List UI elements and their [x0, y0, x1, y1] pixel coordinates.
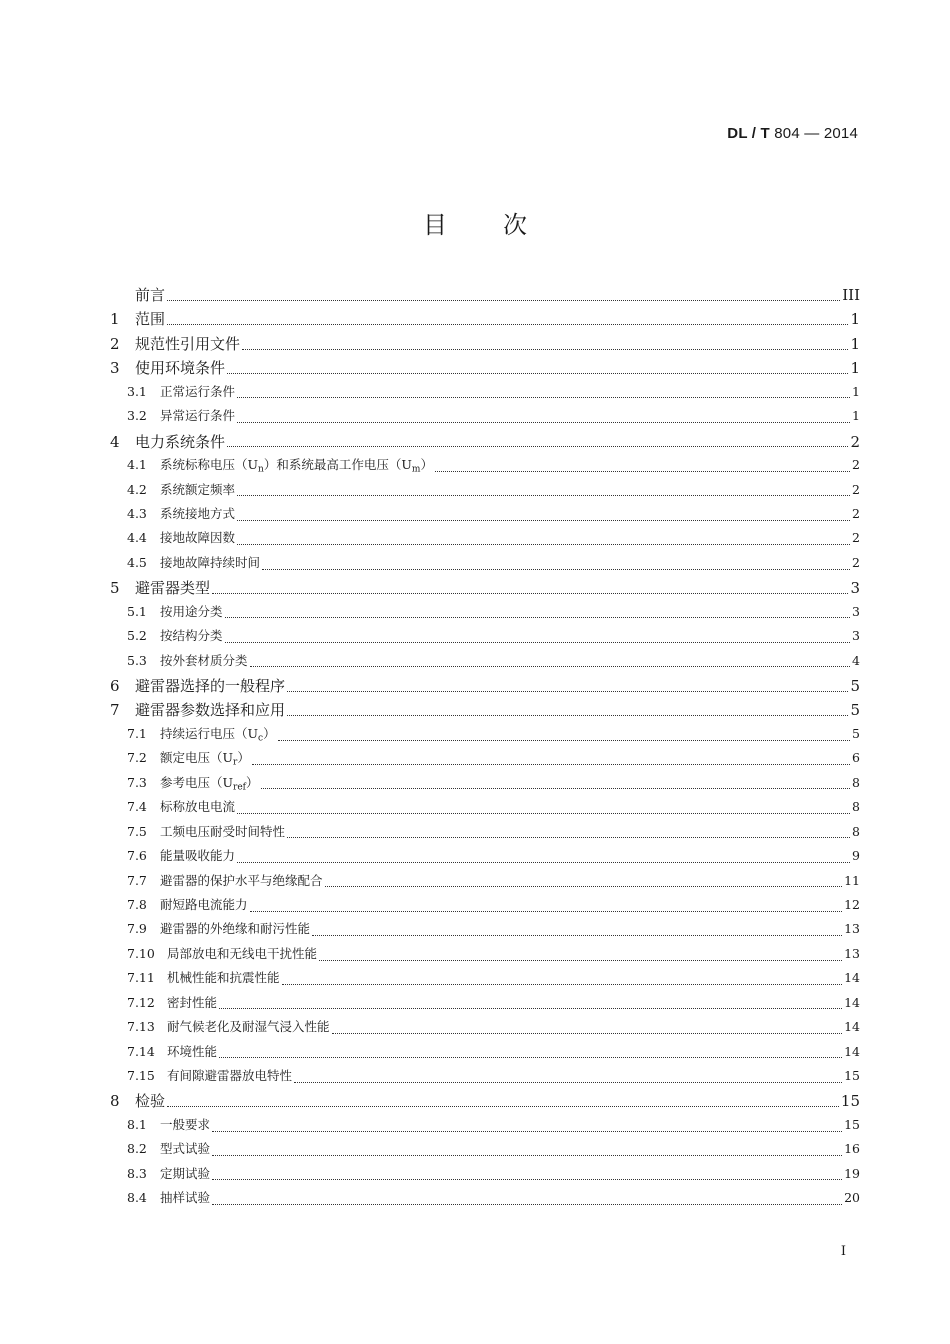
toc-entry-title: 避雷器的外绝缘和耐污性能	[160, 921, 311, 937]
toc-entry-number: 4	[110, 432, 120, 451]
standard-prefix: DL / T	[727, 125, 770, 142]
toc-entry[interactable]	[110, 1164, 860, 1188]
toc-entry-page: 19	[844, 1165, 860, 1181]
toc-entry-title: 按用途分类	[160, 603, 223, 619]
toc-entry-number: 4.2	[127, 481, 147, 497]
toc-entry-page: 16	[844, 1141, 860, 1157]
toc-entry-title: 密封性能	[167, 994, 218, 1010]
toc-entry-page: 8	[852, 774, 860, 790]
toc-entry-page: 1	[850, 359, 860, 378]
toc-entry-number: 7.1	[127, 725, 147, 741]
toc-entry[interactable]	[110, 822, 860, 846]
toc-leader-dots	[219, 1008, 842, 1009]
toc-entry-number: 3.1	[127, 383, 147, 399]
toc-entry-title: 一般要求	[160, 1116, 211, 1132]
toc-entry-title: 范围	[135, 310, 166, 329]
toc-entry-title: 电力系统条件	[135, 432, 226, 451]
toc-entry-title: 避雷器选择的一般程序	[135, 677, 286, 695]
toc-entry-title: 抽样试验	[160, 1190, 211, 1206]
toc-entry-page: 1	[850, 310, 860, 329]
toc-entry-title: 避雷器的保护水平与绝缘配合	[160, 872, 323, 888]
toc-entry-number: 8.1	[127, 1116, 147, 1132]
toc-leader-dots	[227, 446, 848, 447]
toc-leader-dots	[282, 984, 843, 985]
toc-entry-title: 定期试验	[160, 1165, 211, 1181]
toc-entry[interactable]	[110, 797, 860, 821]
toc-entry-number: 4.1	[127, 457, 147, 473]
toc-entry-title: 额定电压$(U_r)$	[160, 750, 250, 768]
toc-entry-title: 规范性引用文件	[135, 334, 241, 353]
toc-entry-number: 7.12	[127, 994, 155, 1010]
toc-entry[interactable]	[110, 699, 860, 723]
toc-entry-page: 5	[850, 677, 860, 695]
toc-entry-title: 能量吸收能力	[160, 848, 236, 864]
toc-entry-page: 1	[850, 334, 860, 353]
toc-entry-page: 1	[852, 408, 860, 424]
toc-entry-number: 4.3	[127, 505, 147, 521]
toc-entry-title: 标称放电电流	[160, 799, 236, 815]
toc-entry-title: 耐气候老化及耐湿气浸入性能	[167, 1019, 330, 1035]
toc-entry[interactable]	[110, 1066, 860, 1090]
toc-entry-page: 3	[852, 603, 860, 619]
toc-entry-number: 7.15	[127, 1068, 155, 1083]
toc-leader-dots	[250, 911, 843, 912]
toc-entry-page: 20	[844, 1190, 860, 1206]
toc-entry-page: 2	[850, 432, 860, 451]
toc-entry[interactable]	[110, 626, 860, 650]
toc-leader-dots	[435, 471, 850, 472]
toc-entry-page: 6	[852, 750, 860, 766]
toc-leader-dots	[212, 1179, 842, 1180]
toc-leader-dots	[319, 960, 842, 961]
toc-leader-dots	[225, 617, 851, 618]
toc-leader-dots	[252, 764, 850, 765]
toc-entry-number: 5.2	[127, 628, 147, 644]
toc-entry-number: 7.9	[127, 921, 147, 937]
toc-entry[interactable]	[110, 480, 860, 504]
toc-entry[interactable]	[110, 651, 860, 675]
toc-entry-number: 7.14	[127, 1043, 155, 1059]
toc-entry[interactable]	[110, 333, 860, 357]
toc-entry[interactable]	[110, 406, 860, 430]
toc-entry-page: 8	[852, 823, 860, 839]
toc-entry-page: III	[842, 286, 860, 304]
toc-entry[interactable]	[110, 504, 860, 528]
toc-leader-dots	[278, 740, 850, 741]
toc-entry[interactable]	[110, 748, 860, 772]
toc-entry[interactable]	[110, 675, 860, 699]
toc-entry-page: 1	[852, 383, 860, 399]
toc-entry-number: 8.4	[127, 1190, 147, 1206]
toc-entry-page: 3	[852, 628, 860, 644]
standard-code	[727, 125, 858, 142]
toc-entry-number: 4.4	[127, 530, 147, 546]
toc-leader-dots	[219, 1057, 842, 1058]
toc-entry[interactable]	[110, 1017, 860, 1041]
toc-entry-page: 13	[844, 945, 860, 961]
toc-entry-title: 正常运行条件	[160, 383, 236, 399]
toc-leader-dots	[262, 569, 850, 570]
toc-leader-dots	[287, 715, 848, 716]
toc-entry-number: 8	[110, 1092, 120, 1111]
toc-entry-title: 按结构分类	[160, 628, 223, 644]
toc-leader-dots	[167, 1106, 839, 1107]
toc-entry[interactable]	[110, 357, 860, 381]
toc-entry-number: 7.3	[127, 774, 147, 790]
toc-entry-page: 12	[844, 896, 860, 912]
toc-entry-number: 3.2	[127, 408, 147, 424]
toc-leader-dots	[225, 642, 851, 643]
toc-entry-number: 5.1	[127, 603, 147, 619]
toc-entry-page: 14	[844, 1043, 860, 1059]
toc-entry-page: 15	[844, 1068, 860, 1083]
table-of-contents	[110, 284, 860, 1213]
toc-entry-number: 7.4	[127, 799, 147, 815]
toc-entry[interactable]	[110, 577, 860, 601]
toc-entry-title: 避雷器类型	[135, 579, 211, 598]
toc-leader-dots	[237, 422, 850, 423]
toc-entry-page: 11	[844, 872, 860, 888]
toc-entry-number: 7.13	[127, 1019, 155, 1035]
toc-entry-number: 3	[110, 359, 120, 378]
toc-entry-page: 2	[852, 481, 860, 497]
toc-entry[interactable]	[110, 968, 860, 992]
toc-entry-title: 机械性能和抗震性能	[167, 970, 280, 986]
toc-entry-title: 按外套材质分类	[160, 652, 248, 668]
toc-entry[interactable]	[110, 1115, 860, 1139]
toc-entry-page: 15	[844, 1116, 860, 1132]
toc-entry-page: 13	[844, 921, 860, 937]
toc-entry-title: 接地故障持续时间	[160, 554, 261, 570]
toc-entry-number: 2	[110, 334, 120, 353]
toc-entry-page: 9	[852, 848, 860, 864]
toc-entry-title: 系统标称电压$(U_n)$和系统最高工作电压$(U_m)$	[160, 457, 433, 475]
toc-entry-number: 8.3	[127, 1165, 147, 1181]
toc-entry-number: 8.2	[127, 1141, 147, 1157]
toc-entry-number: 7.10	[127, 945, 155, 961]
toc-leader-dots	[237, 520, 850, 521]
toc-entry[interactable]	[110, 871, 860, 895]
toc-entry-number: 5.3	[127, 652, 147, 668]
toc-leader-dots	[167, 300, 840, 301]
toc-entry-page: 2	[852, 554, 860, 570]
toc-entry-page: 14	[844, 1019, 860, 1035]
toc-entry-page: 5	[852, 725, 860, 741]
toc-entry-number: 7.11	[127, 970, 155, 986]
toc-entry-number: 7	[110, 701, 120, 720]
toc-leader-dots	[325, 886, 843, 887]
toc-entry-number: 7.6	[127, 848, 147, 864]
toc-entry-page: 14	[844, 970, 860, 986]
toc-leader-dots	[227, 373, 848, 374]
toc-entry-title: 接地故障因数	[160, 530, 236, 546]
toc-leader-dots	[237, 862, 850, 863]
toc-entry[interactable]	[110, 1042, 860, 1066]
toc-entry-title: 前言	[135, 286, 166, 304]
page-title: 目次	[423, 211, 583, 239]
toc-entry-number: 7.5	[127, 823, 147, 839]
toc-leader-dots	[332, 1033, 843, 1034]
toc-entry-title: 工频电压耐受时间特性	[160, 823, 286, 839]
toc-entry-title: 有间隙避雷器放电特性	[167, 1068, 293, 1083]
toc-leader-dots	[212, 1155, 842, 1156]
toc-entry-title: 持续运行电压$(U_c)$	[160, 725, 276, 744]
toc-leader-dots	[237, 544, 850, 545]
toc-leader-dots	[237, 813, 850, 814]
toc-entry[interactable]	[110, 895, 860, 919]
toc-entry[interactable]	[110, 1188, 860, 1212]
toc-entry[interactable]	[110, 308, 860, 332]
toc-entry-title: 环境性能	[167, 1043, 218, 1059]
page-number: I	[840, 1244, 846, 1259]
toc-entry[interactable]	[110, 993, 860, 1017]
toc-leader-dots	[167, 324, 848, 325]
toc-leader-dots	[212, 593, 848, 594]
toc-entry-title: 避雷器参数选择和应用	[135, 701, 286, 720]
toc-leader-dots	[287, 691, 848, 692]
toc-leader-dots	[250, 666, 851, 667]
toc-entry-title: 局部放电和无线电干扰性能	[167, 945, 318, 961]
toc-entry-page: 8	[852, 799, 860, 815]
toc-entry-title: 参考电压$(U_{ref})$	[160, 774, 259, 792]
toc-entry[interactable]	[110, 431, 860, 455]
standard-number: 804 — 2014	[769, 125, 858, 142]
toc-entry[interactable]	[110, 553, 860, 577]
toc-entry-number: 4.5	[127, 554, 147, 570]
toc-entry[interactable]	[110, 284, 860, 308]
toc-entry[interactable]	[110, 724, 860, 748]
toc-entry[interactable]	[110, 1139, 860, 1163]
toc-entry-title: 系统额定频率	[160, 481, 236, 497]
toc-entry[interactable]	[110, 528, 860, 552]
toc-entry-title: 型式试验	[160, 1141, 211, 1157]
toc-entry-title: 使用环境条件	[135, 359, 226, 378]
toc-entry[interactable]	[110, 382, 860, 406]
toc-entry-page: 3	[850, 579, 860, 598]
toc-entry-title: 异常运行条件	[160, 408, 236, 424]
toc-entry[interactable]	[110, 846, 860, 870]
toc-entry-page: 5	[850, 701, 860, 720]
toc-leader-dots	[212, 1204, 842, 1205]
toc-leader-dots	[237, 397, 850, 398]
toc-entry-number: 1	[110, 310, 120, 329]
toc-entry-page: 2	[852, 457, 860, 473]
toc-leader-dots	[312, 935, 842, 936]
toc-entry-number: 6	[110, 677, 120, 695]
toc-entry-title: 系统接地方式	[160, 505, 236, 521]
toc-entry-number: 7.8	[127, 896, 147, 912]
toc-leader-dots	[237, 495, 850, 496]
toc-entry-page: 4	[852, 652, 860, 668]
toc-entry-number: 7.2	[127, 750, 147, 766]
toc-entry-number: 5	[110, 579, 120, 598]
toc-entry[interactable]	[110, 1090, 860, 1114]
toc-entry[interactable]	[110, 773, 860, 797]
toc-entry-page: 15	[840, 1092, 860, 1111]
toc-entry-title: 耐短路电流能力	[160, 896, 248, 912]
toc-entry-page: 14	[844, 994, 860, 1010]
toc-entry-page: 2	[852, 505, 860, 521]
toc-leader-dots	[294, 1082, 842, 1083]
toc-leader-dots	[261, 788, 851, 789]
toc-leader-dots	[242, 349, 848, 350]
toc-entry-title: 检验	[135, 1092, 166, 1111]
toc-entry[interactable]	[110, 919, 860, 943]
toc-entry[interactable]	[110, 944, 860, 968]
toc-leader-dots	[212, 1131, 842, 1132]
toc-entry[interactable]	[110, 602, 860, 626]
toc-leader-dots	[287, 837, 850, 838]
toc-entry[interactable]	[110, 455, 860, 479]
toc-entry-number: 7.7	[127, 872, 147, 888]
toc-entry-page: 2	[852, 530, 860, 546]
